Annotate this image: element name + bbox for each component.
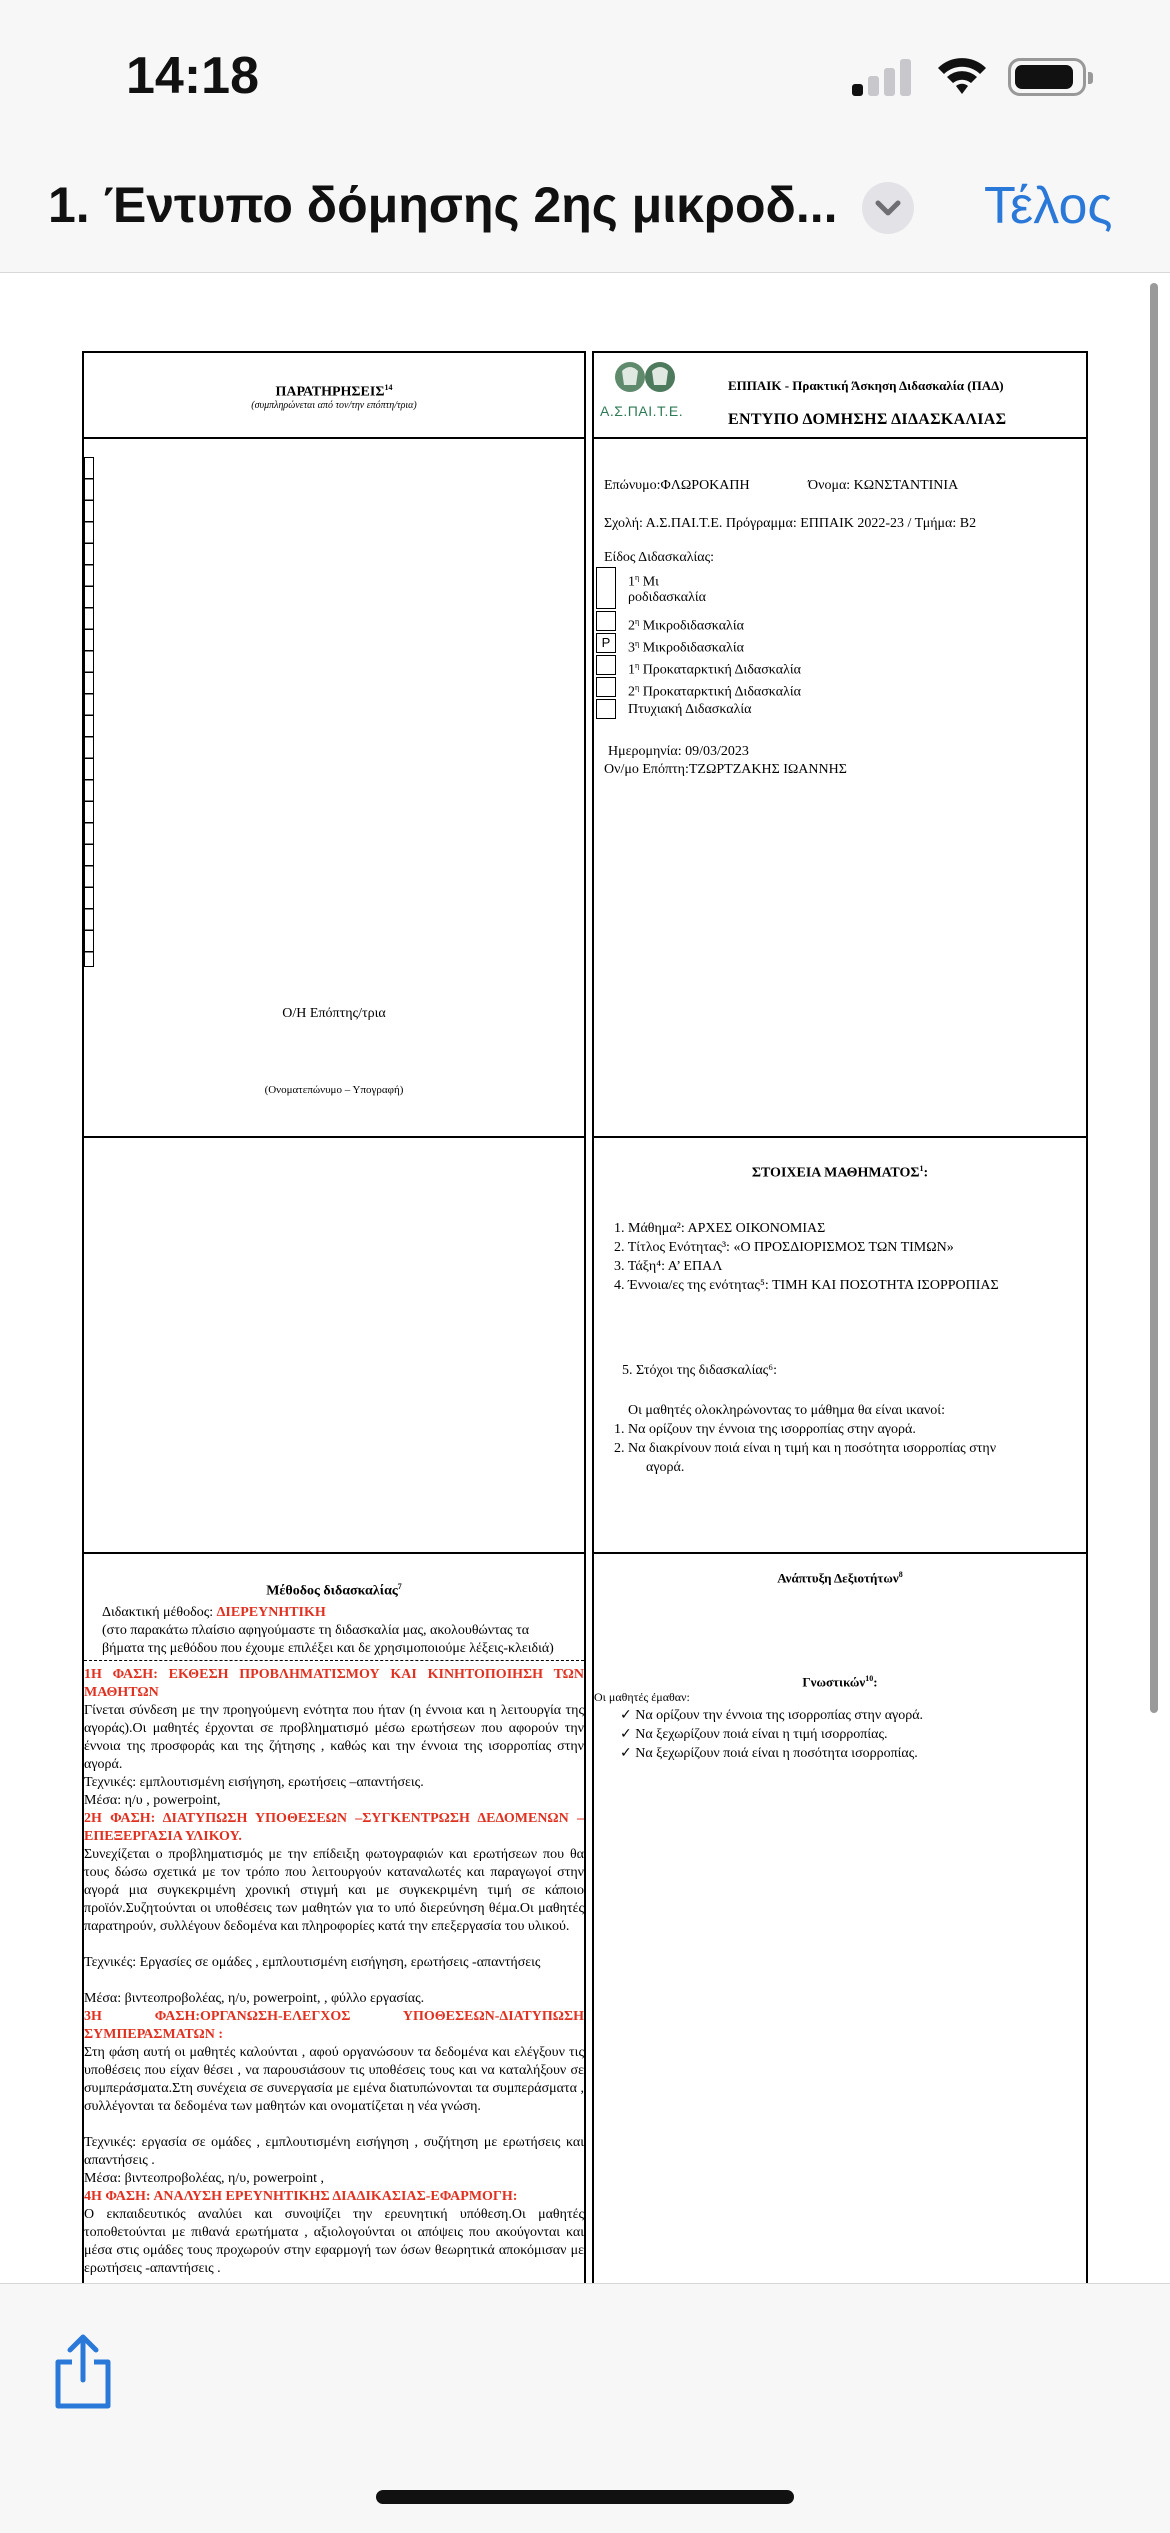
date-field: Ημερομηνία: 09/03/2023	[608, 744, 749, 759]
phase-3-text: Στη φάση αυτή οι μαθητές καλούνται , αφού οργανώσουν τα δεδομένα και ελέγξουν τις υποθέσεις που είχαν θέσει , να παρουσιάσουν τις υποθέσεις τους και να καταλήξουν σε συμπεράσματα.Στη συνέχεια σε συνεργασία με εμένα διατυπώνονται τα συμπεράσματα , συλλέγονται τα δεδομένα των μαθητών και ονοματίζεται η νέα γνώση.	[84, 2045, 584, 2114]
status-time: 14:18	[126, 47, 259, 105]
type-option-4: $1^\eta$ Προκαταρκτική Διδασκαλία	[628, 661, 801, 678]
method-heading: Μέθοδος διδασκαλίας$^7$	[266, 1582, 402, 1599]
lesson-item-3: 3. Τάξη⁴: Α’ ΕΠΑΛ	[614, 1259, 723, 1274]
header-line-1: ΕΠΠΑΙΚ - Πρακτική Άσκηση Διδασκαλία (ΠΑΔ)	[728, 378, 1004, 393]
status-bar	[0, 0, 1170, 150]
cellular-signal-icon	[852, 58, 914, 96]
navigation-bar	[0, 150, 1170, 273]
observations-box	[82, 351, 586, 1138]
checkmark-icon: ✓	[620, 1745, 632, 1761]
lesson-data-box	[592, 1136, 1088, 1554]
skill-item-1: ✓ Να ορίζουν την έννοια της ισορροπίας στην αγορά.	[620, 1707, 924, 1723]
home-indicator[interactable]	[376, 2490, 794, 2504]
document-viewer[interactable]	[0, 273, 1170, 2283]
school-field: Σχολή: Α.Σ.ΠΑΙ.Τ.Ε. Πρόγραμμα: ΕΠΠΑΙΚ 2022-23 / Τμήμα: Β2	[604, 516, 977, 531]
type-option-6: Πτυχιακή Διδασκαλία	[628, 702, 752, 717]
wifi-icon	[936, 54, 988, 98]
type-checkbox-6[interactable]	[596, 699, 616, 719]
phase-1-text: Γίνεται σύνδεση με την προηγούμενη ενότητα που ήταν (η έννοια και η λειτουργία της αγοράς).Οι μαθητές έρχονται σε προβληματισμό μέσω ερωτήσεων που αφορούν την έννοια της προσφοράς και της ζήτησης , καθώς και την έννοια της ισορροπίας στην αγορά.	[84, 1703, 584, 1772]
observations-heading: ΠΑΡΑΤΗΡΗΣΕΙΣ$^{14}$	[275, 383, 393, 400]
logo-text: Α.Σ.ΠΑΙ.Τ.Ε.	[600, 403, 684, 419]
name-field: Όνομα: ΚΩΝΣΤΑΝΤΙΝΙΑ	[808, 478, 959, 493]
type-checkbox-5[interactable]	[596, 677, 616, 697]
scrollbar[interactable]	[1150, 283, 1158, 1713]
phase-4-text: Ο εκπαιδευτικός αναλύει και συνοψίζει την ερευνητική υπόθεση.Οι μαθητές τοποθετούνται με πιθανά ερωτήματα , αξιολογούνται οι απόψεις που ακούγονται και μέσα στις ομάδες τους προχωρούν στην εφαρμογή των όσων θεωρητικά αποκόμισαν με ερωτήσεις -απαντήσεις .	[84, 2207, 584, 2276]
lesson-item-1: 1. Μάθημα²: ΑΡΧΕΣ ΟΙΚΟΝΟΜΙΑΣ	[614, 1221, 826, 1236]
observations-subheading: (συμπληρώνεται από τον/την επόπτη/τρια)	[251, 400, 417, 411]
teaching-type-label: Είδος Διδασκαλίας:	[604, 550, 715, 565]
method-note-1: (στο παρακάτω πλαίσιο αφηγούμαστε τη διδασκαλία μας, ακολουθώντας τα	[102, 1623, 530, 1638]
method-box	[82, 1552, 586, 2283]
title-menu-button[interactable]	[862, 182, 914, 234]
skills-heading: Ανάπτυξη Δεξιοτήτων$^8$	[777, 1570, 903, 1586]
method-label: Διδακτική μέθοδος: ΔΙΕΡΕΥΝΗΤΙΚΗ	[102, 1605, 326, 1620]
form-header	[594, 353, 1086, 439]
skill-item-2: ✓ Να ξεχωρίζουν ποιά είναι η τιμή ισορροπίας.	[620, 1726, 888, 1742]
share-icon[interactable]	[52, 2332, 114, 2410]
type-checkbox-1[interactable]	[596, 567, 616, 609]
phase-3-means: Μέσα: βιντεοπροβολέας, η/υ, powerpoint ,	[84, 2171, 324, 2186]
type-option-1-cont: ροδιδασκαλία	[628, 590, 706, 605]
cognitive-heading: Γνωστικών$^{10}$:	[802, 1674, 878, 1690]
type-checkbox-3[interactable]: P	[596, 633, 616, 653]
chevron-down-icon	[862, 182, 914, 234]
checkmark-icon: ✓	[620, 1707, 632, 1723]
surname-field: Επώνυμο:ΦΛΩΡΟΚΑΠΗ	[604, 478, 750, 493]
checkbox-strip	[84, 457, 94, 967]
bottom-toolbar	[0, 2283, 1170, 2533]
form-header-box	[592, 351, 1088, 1138]
lesson-heading: ΣΤΟΙΧΕΙΑ ΜΑΘΗΜΑΤΟΣ$^1$:	[751, 1164, 929, 1181]
empty-box	[82, 1136, 586, 1554]
battery-icon	[1008, 58, 1086, 96]
phase-1-title: 1Η ΦΑΣΗ: ΕΚΘΕΣΗ ΠΡΟΒΛΗΜΑΤΙΣΜΟΥ ΚΑΙ ΚΙΝΗΤΟΠΟΙΗΣΗ ΤΩΝ ΜΑΘΗΤΩΝ	[84, 1667, 584, 1700]
lesson-item-4: 4. Έννοια/ες της ενότητας⁵: ΤΙΜΗ ΚΑΙ ΠΟΣΟΤΗΤΑ ΙΣΟΡΡΟΠΙΑΣ	[614, 1278, 999, 1293]
signature-label: (Ονοματεπώνυμο – Υπογραφή)	[264, 1084, 404, 1096]
skill-item-3: ✓ Να ξεχωρίζουν ποιά είναι η ποσότητα ισορροπίας.	[620, 1745, 918, 1761]
type-option-1: $1^\eta$ Μι	[628, 573, 659, 590]
phase-2-text: Συνεχίζεται ο προβληματισμός με την επίδειξη φωτογραφιών και ερωτήσεων που θα τους δώσω σχετικά με τον τρόπο που λειτουργούν καταναλωτές και παραγωγοί στην αγορά μια συγκεκριμένη χρονική στιγμή και με συγκεκριμένη τιμή σε κάποιο προϊόν.Συζητούνται οι υποθέσεις των μαθητών για το υπό διερεύνηση θέμα.Οι μαθητές παρατηρούν, συλλέγουν δεδομένα και πληροφορίες κατά την επεξεργασία του υλικού.	[84, 1847, 584, 1934]
goals-heading: 5. Στόχοι της διδασκαλίας⁶:	[622, 1363, 777, 1378]
supervisor-label: Ο/Η Επόπτης/τρια	[282, 1006, 386, 1021]
observations-header	[84, 353, 584, 439]
type-checkbox-2[interactable]	[596, 611, 616, 631]
phase-1-techniques: Τεχνικές: εμπλουτισμένη εισήγηση, ερωτήσεις –απαντήσεις.	[84, 1775, 424, 1790]
supervisor-field: Ον/μο Επόπτη:ΤΖΩΡΤΖΑΚΗΣ ΙΩΑΝΝΗΣ	[604, 762, 847, 777]
method-note-2: βήματα της μεθόδου που έχουμε επιλέξει και δε χρησιμοποιούμε λέξεις-κλειδιά)	[102, 1641, 554, 1656]
phase-2-techniques: Τεχνικές: Εργασίες σε ομάδες , εμπλουτισμένη εισήγηση, ερωτήσεις -απαντήσεις	[84, 1955, 541, 1970]
document-title: 1. Έντυπο δόμησης 2ης μικροδ...	[48, 177, 838, 233]
phase-4-title: 4Η ΦΑΣΗ: ΑΝΑΛΥΣΗ ΕΡΕΥΝΗΤΙΚΗΣ ΔΙΑΔΙΚΑΣΙΑΣ-ΕΦΑΡΜΟΓΗ:	[84, 2189, 518, 2204]
lesson-item-2: 2. Τίτλος Ενότητας³: «Ο ΠΡΟΣΔΙΟΡΙΣΜΟΣ ΤΩΝ ΤΙΜΩΝ»	[614, 1240, 954, 1255]
method-divider	[84, 1660, 584, 1661]
type-checkbox-4[interactable]	[596, 655, 616, 675]
type-option-3: $3^\eta$ Μικροδιδασκαλία	[628, 639, 744, 656]
goal-2: 2. Να διακρίνουν ποιά είναι η τιμή και η ποσότητα ισορροπίας στην	[614, 1441, 997, 1456]
skills-box	[592, 1552, 1088, 2283]
goal-1: 1. Να ορίζουν την έννοια της ισορροπίας στην αγορά.	[614, 1422, 916, 1437]
phase-2-title: 2Η ΦΑΣΗ: ΔΙΑΤΥΠΩΣΗ ΥΠΟΘΕΣΕΩΝ –ΣΥΓΚΕΝΤΡΩΣΗ ΔΕΔΟΜΕΝΩΝ –ΕΠΕΞΕΡΓΑΣΙΑ ΥΛΙΚΟΥ.	[84, 1811, 584, 1844]
done-button[interactable]: Τέλος	[984, 177, 1113, 235]
checkmark-icon: ✓	[620, 1726, 632, 1742]
header-line-2: ΕΝΤΥΠΟ ΔΟΜΗΣΗΣ ΔΙΔΑΣΚΑΛΙΑΣ	[728, 411, 1007, 428]
phase-3-techniques: Τεχνικές: εργασία σε ομάδες , εμπλουτισμένη εισήγηση , συζήτηση με ερωτήσεις και απαντήσεις .	[84, 2135, 584, 2168]
type-option-5: $2^\eta$ Προκαταρκτική Διδασκαλία	[628, 683, 801, 700]
skills-intro: Οι μαθητές έμαθαν:	[594, 1690, 690, 1704]
phase-3-title: 3Η ΦΑΣΗ:ΟΡΓΑΝΩΣΗ-ΕΛΕΓΧΟΣ ΥΠΟΘΕΣΕΩΝ-ΔΙΑΤΥΠΩΣΗ ΣΥΜΠΕΡΑΣΜΑΤΩΝ :	[84, 2009, 584, 2042]
goal-2-cont: αγορά.	[646, 1460, 685, 1475]
goals-intro: Οι μαθητές ολοκληρώνοντας το μάθημα θα είναι ικανοί:	[628, 1403, 945, 1418]
phase-2-means: Μέσα: βιντεοπροβολέας, η/υ, powerpoint, , φύλλο εργασίας.	[84, 1991, 425, 2006]
phase-1-means: Μέσα: η/υ , powerpoint,	[84, 1793, 221, 1808]
type-option-2: $2^\eta$ Μικροδιδασκαλία	[628, 617, 744, 634]
